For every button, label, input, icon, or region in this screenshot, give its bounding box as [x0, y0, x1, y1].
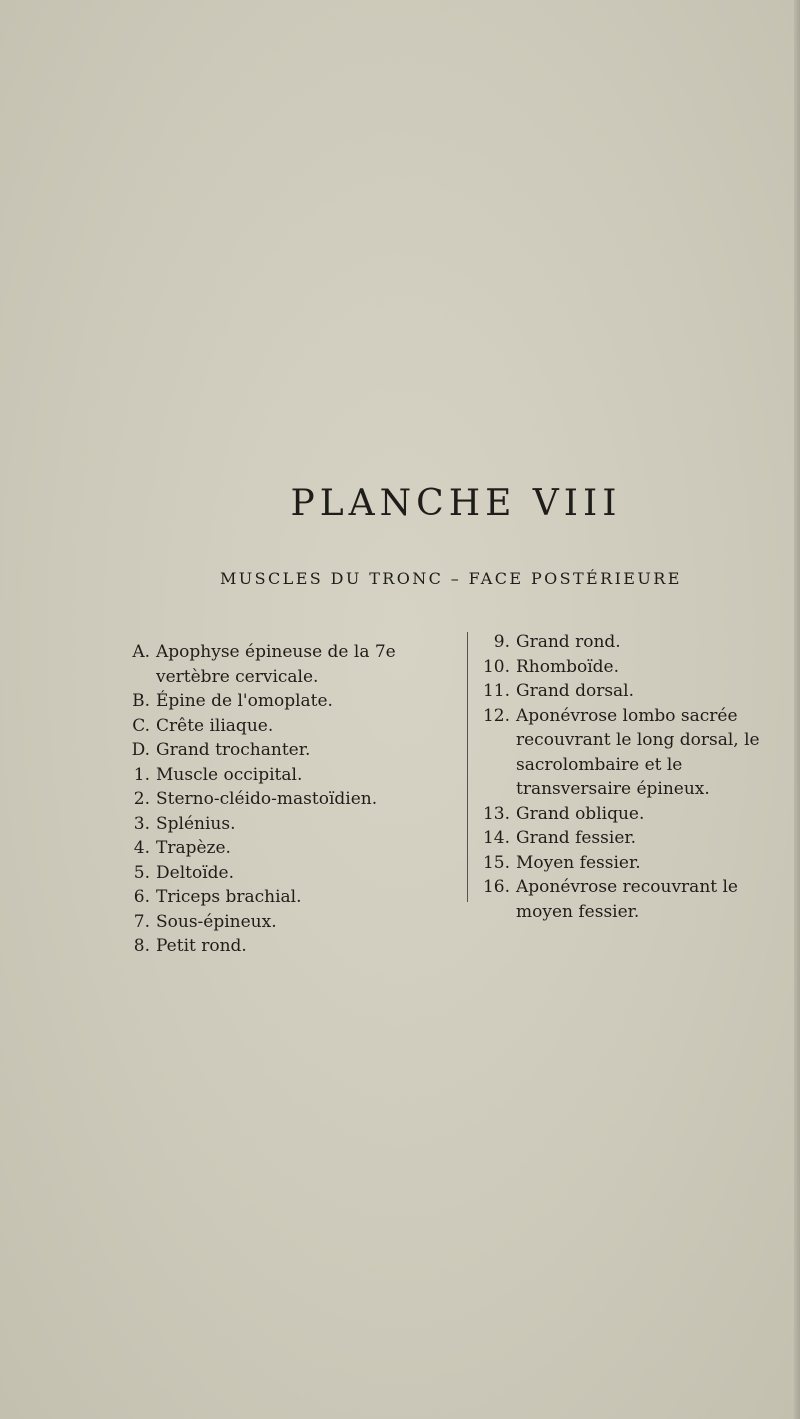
legend-mark: 3. — [133, 813, 150, 834]
legend-text: Sous-épineux. — [156, 911, 277, 932]
legend-mark: 1. — [133, 764, 150, 785]
plate-subtitle: MUSCLES DU TRONC – FACE POSTÉRIEURE — [220, 569, 682, 588]
page-edge — [794, 0, 800, 1419]
legend-item — [478, 851, 790, 876]
legend-mark: A. — [132, 642, 150, 662]
legend-mark: B. — [132, 691, 150, 711]
legend-mark: 8. — [133, 936, 150, 956]
legend-item — [120, 885, 460, 910]
legend-left-column — [120, 640, 460, 959]
legend-mark: 5. — [133, 862, 150, 883]
legend-item — [120, 714, 460, 739]
legend-item — [478, 802, 790, 827]
legend-mark: 12. — [482, 705, 510, 726]
legend-text: Crête iliaque. — [156, 715, 274, 736]
plate-title: PLANCHE VIII — [290, 483, 622, 524]
legend-text: Apophyse épineuse de la 7e vertèbre cervicale. — [156, 642, 396, 687]
legend-mark: D. — [131, 740, 150, 760]
legend-item — [478, 704, 790, 802]
legend-item — [478, 826, 790, 851]
legend-mark: 7. — [133, 911, 150, 932]
legend-item — [478, 875, 790, 924]
legend-mark: 4. — [133, 838, 150, 858]
legend-text: Muscle occipital. — [156, 764, 303, 785]
legend-item — [120, 763, 460, 788]
legend-text: Petit rond. — [156, 936, 247, 956]
legend-text: Moyen fessier. — [516, 852, 641, 873]
legend-mark: 16. — [482, 877, 510, 897]
legend-item — [120, 738, 460, 763]
legend-text: Grand fessier. — [516, 828, 637, 848]
legend-text: Épine de l'omoplate. — [156, 691, 333, 711]
legend-item — [120, 640, 460, 689]
legend-item — [120, 836, 460, 861]
legend-mark: C. — [132, 715, 150, 736]
legend-text: Aponévrose recouvrant le moyen fessier. — [516, 877, 738, 922]
legend-text: Sterno-cléido-mastoïdien. — [156, 789, 378, 809]
legend-mark: 15. — [482, 852, 510, 873]
legend-item — [120, 861, 460, 886]
legend-mark: 14. — [482, 828, 510, 848]
legend-text: Grand oblique. — [516, 803, 645, 824]
legend-item — [478, 655, 790, 680]
legend-text: Splénius. — [156, 813, 236, 834]
legend-item — [478, 630, 790, 655]
legend-text: Deltoïde. — [156, 862, 234, 883]
legend-mark: 13. — [482, 803, 510, 824]
legend-mark: 2. — [133, 789, 150, 809]
legend-mark: 6. — [133, 887, 150, 907]
legend-text: Trapèze. — [156, 838, 231, 858]
legend-mark: 11. — [482, 681, 510, 701]
legend-text: Grand trochanter. — [156, 740, 311, 760]
legend-right-column — [478, 630, 790, 924]
legend-item — [120, 910, 460, 935]
legend-text: Triceps brachial. — [156, 887, 302, 907]
legend-item — [120, 812, 460, 837]
legend-item — [120, 787, 460, 812]
legend-text: Grand dorsal. — [516, 681, 635, 701]
legend-mark: 10. — [482, 656, 510, 677]
legend-mark: 9. — [493, 632, 510, 652]
legend-item — [478, 679, 790, 704]
legend-text: Grand rond. — [516, 632, 621, 652]
legend-text: Aponévrose lombo sacrée recouvrant le long dorsal, le sacrolombaire et le transversaire épineux. — [516, 705, 760, 799]
legend-item — [120, 689, 460, 714]
column-divider — [467, 632, 468, 902]
legend-text: Rhomboïde. — [516, 656, 620, 677]
legend-item — [120, 934, 460, 959]
